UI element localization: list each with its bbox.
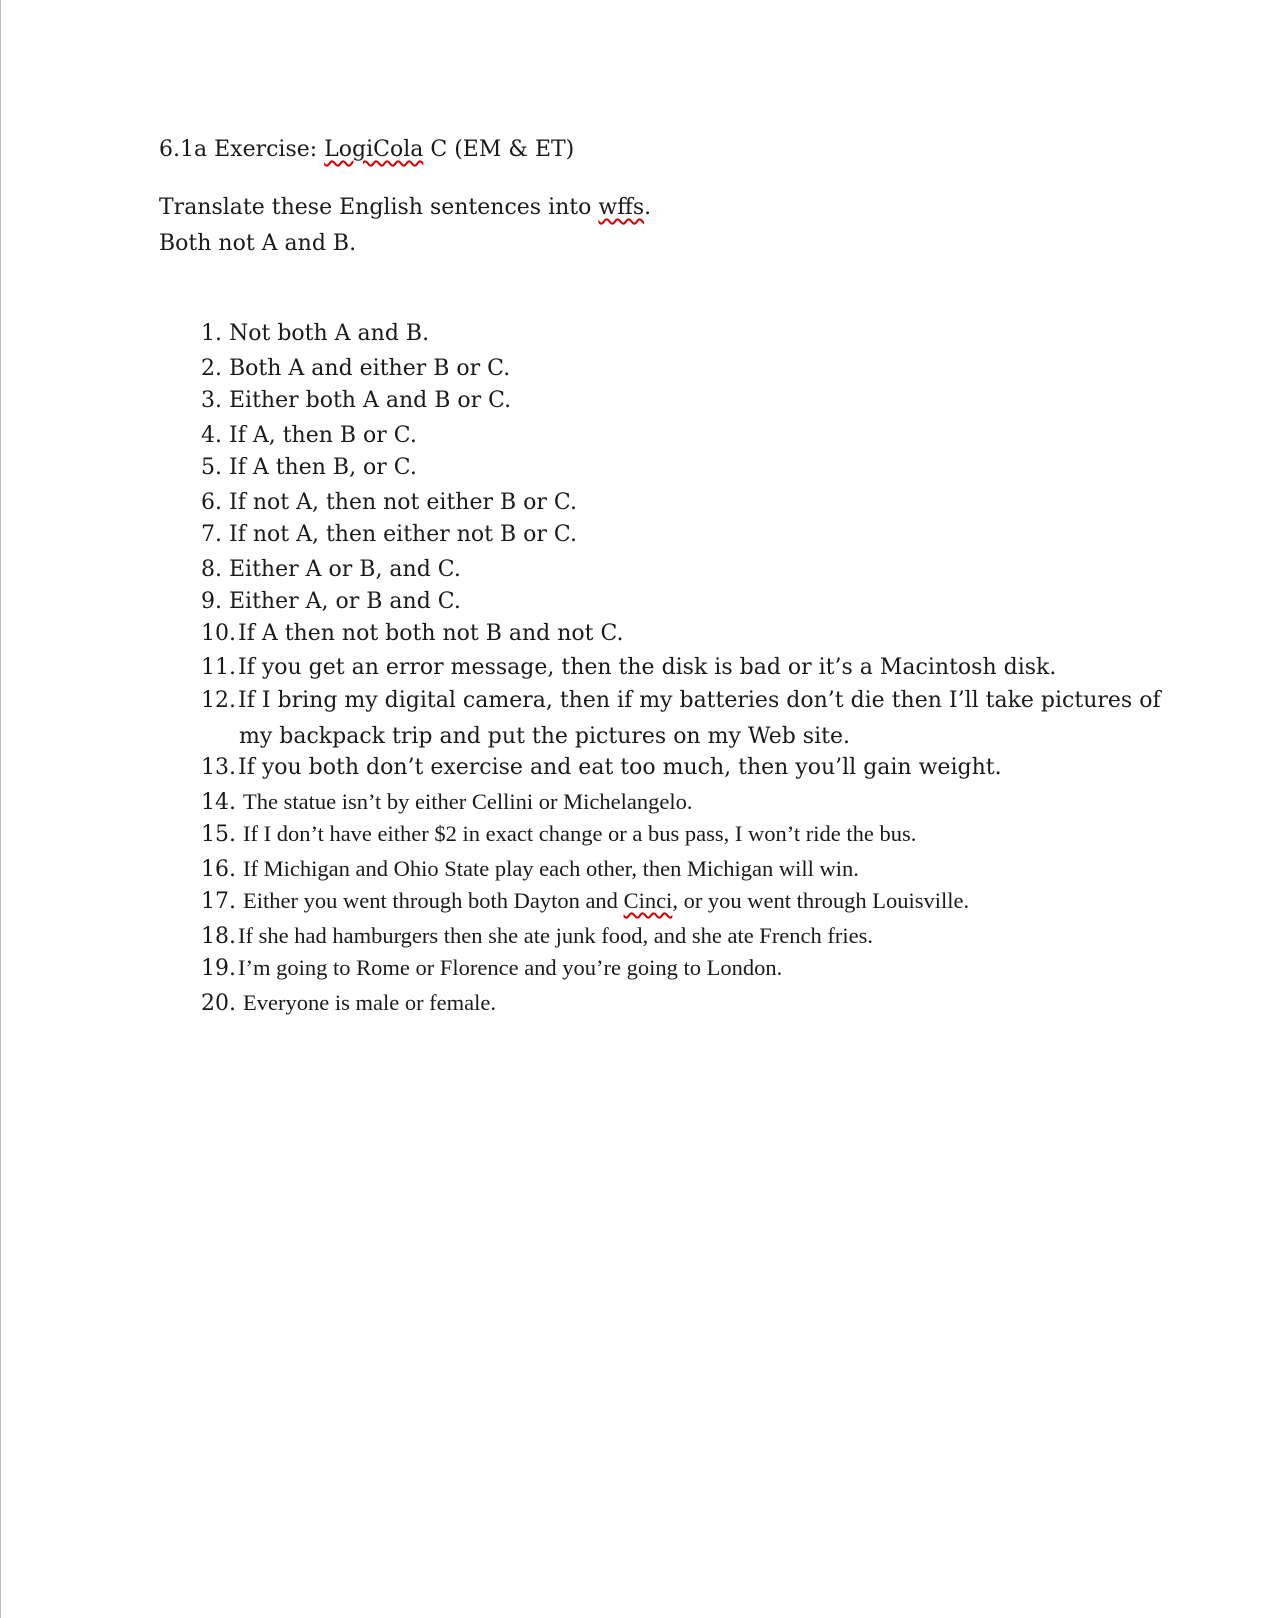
example-sentence: Both not A and B. xyxy=(159,231,357,256)
item-number: 8. xyxy=(201,557,222,582)
item-text: If A then B, or C. xyxy=(229,455,417,480)
item-text: Either both A and B or C. xyxy=(229,388,512,413)
item-number: 14. xyxy=(201,790,236,815)
item-number: 12. xyxy=(201,688,236,713)
title-spellcheck-word[interactable]: LogiCola xyxy=(324,137,424,162)
instruction-spellcheck-word[interactable]: wffs xyxy=(598,195,645,220)
list-item xyxy=(201,855,859,884)
item-number: 11. xyxy=(201,655,236,680)
item-number: 3. xyxy=(201,388,222,413)
item-text: I’m going to Rome or Florence and you’re going to London. xyxy=(238,955,783,980)
item-number: 16. xyxy=(201,857,236,882)
item-number: 13. xyxy=(201,755,236,780)
instruction-prefix: Translate these English sentences into xyxy=(159,195,599,220)
item-number: 1. xyxy=(201,321,222,346)
list-item xyxy=(201,489,577,517)
item-text: Either A or B, and C. xyxy=(229,557,461,582)
list-item xyxy=(201,788,692,817)
item-text-after: , or you went through Louisville. xyxy=(672,888,970,913)
item-number: 10. xyxy=(201,621,236,646)
list-item xyxy=(201,320,429,348)
instruction-suffix: . xyxy=(644,195,652,220)
item-spellcheck-word[interactable]: Cinci xyxy=(623,888,673,913)
item-text-continuation: my backpack trip and put the pictures on my Web site. xyxy=(239,724,850,749)
list-item xyxy=(201,989,496,1018)
item-text: If Michigan and Ohio State play each other, then Michigan will win. xyxy=(243,856,859,881)
list-item xyxy=(201,954,782,983)
title-suffix: C (EM & ET) xyxy=(423,137,575,162)
list-item xyxy=(201,687,1161,751)
list-item xyxy=(201,422,417,450)
list-item xyxy=(201,620,624,648)
item-number: 4. xyxy=(201,423,222,448)
item-text: If not A, then not either B or C. xyxy=(229,490,577,515)
item-number: 9. xyxy=(201,589,222,614)
item-text: If you both don’t exercise and eat too much, then you’ll gain weight. xyxy=(238,755,1002,780)
list-item xyxy=(201,588,461,616)
list-item xyxy=(201,387,511,415)
item-text-before: Either you went through both Dayton and xyxy=(243,888,624,913)
item-text: Both A and either B or C. xyxy=(229,356,511,381)
item-number: 6. xyxy=(201,490,222,515)
item-number: 5. xyxy=(201,455,222,480)
item-number: 19. xyxy=(201,956,236,981)
item-text: The statue isn’t by either Cellini or Michelangelo. xyxy=(243,789,693,814)
item-number: 20. xyxy=(201,991,236,1016)
item-text: If A, then B or C. xyxy=(229,423,417,448)
list-item xyxy=(201,521,577,549)
item-number: 2. xyxy=(201,356,222,381)
list-item xyxy=(201,887,969,916)
item-number: 17. xyxy=(201,889,236,914)
page-edge xyxy=(0,0,1,1618)
item-number: 7. xyxy=(201,522,222,547)
title-prefix: 6.1a Exercise: xyxy=(159,137,325,162)
exercise-title xyxy=(159,136,574,164)
item-text: Either A, or B and C. xyxy=(229,589,461,614)
item-text: If I don’t have either $2 in exact change or a bus pass, I won’t ride the bus. xyxy=(243,821,917,846)
item-number: 15. xyxy=(201,822,236,847)
item-text: If A then not both not B and not C. xyxy=(238,621,624,646)
list-item xyxy=(201,754,1002,782)
list-item xyxy=(201,556,461,584)
item-text: Not both A and B. xyxy=(229,321,430,346)
list-item xyxy=(201,922,873,951)
list-item xyxy=(201,454,417,482)
list-item xyxy=(201,654,1056,682)
list-item xyxy=(201,820,916,849)
item-text: Everyone is male or female. xyxy=(243,990,497,1015)
item-text: If she had hamburgers then she ate junk food, and she ate French fries. xyxy=(238,923,874,948)
item-text: If I bring my digital camera, then if my batteries don’t die then I’ll take pictures of xyxy=(238,688,1161,713)
list-item xyxy=(201,355,510,383)
item-text: If not A, then either not B or C. xyxy=(229,522,577,547)
instruction-text xyxy=(159,194,651,222)
item-text: If you get an error message, then the disk is bad or it’s a Macintosh disk. xyxy=(238,655,1057,680)
item-number: 18. xyxy=(201,924,236,949)
